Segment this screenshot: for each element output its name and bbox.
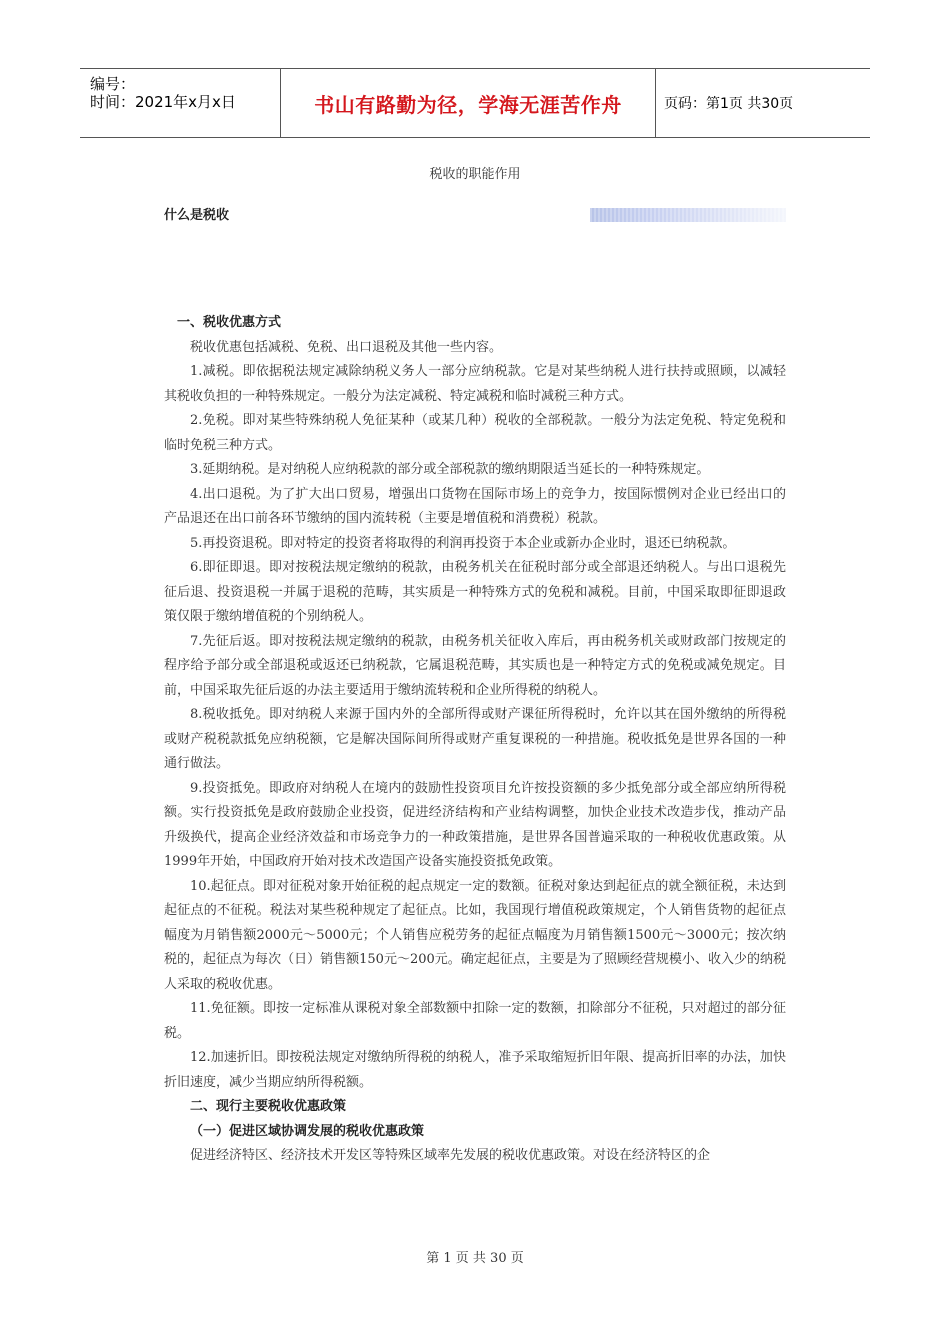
document-header bbox=[80, 68, 870, 138]
body-paragraph: 10.起征点。即对征税对象开始征税的起点规定一定的数额。征税对象达到起征点的就全额征税，未达到起征点的不征税。税法对某些税种规定了起征点。比如，我国现行增值税政策规定，个人销售货物的起征点幅度为月销售额2000元～5000元；个人销售应税劳务的起征点幅度为月销售额1500元～3000元；按次纳税的，起征点为每次（日）销售额150元～200元。确定起征点，主要是为了照顾经营规模小、收入少的纳税人采取的税收优惠。 bbox=[164, 878, 786, 992]
document-body bbox=[164, 311, 786, 1169]
header-motto-cell bbox=[281, 69, 656, 137]
body-paragraph: 6.即征即退。即对按税法规定缴纳的税款，由税务机关在征税时部分或全部退还纳税人。与出口退税先征后退、投资退税一并属于退税的范畴，其实质是一种特殊方式的免税和减税。目前，中国采取即征即退政策仅限于缴纳增值税的个别纳税人。 bbox=[164, 560, 786, 624]
body-paragraph: 4.出口退税。为了扩大出口贸易，增强出口货物在国际市场上的竞争力，按国际惯例对企业已经出口的产品退还在出口前各环节缴纳的国内流转税（主要是增值税和消费税）税款。 bbox=[164, 486, 786, 526]
section-heading: 二、现行主要税收优惠政策 bbox=[190, 1099, 347, 1114]
page-code: 页码：第1页 共30页 bbox=[664, 96, 794, 112]
section-heading: 一、税收优惠方式 bbox=[177, 315, 282, 330]
header-info-cell bbox=[80, 69, 281, 137]
document-subtitle: 什么是税收 bbox=[164, 208, 230, 223]
body-paragraph: 3.延期纳税。是对纳税人应纳税款的部分或全部税款的缴纳期限适当延长的一种特殊规定。 bbox=[190, 462, 710, 477]
body-paragraph: 2.免税。即对某些特殊纳税人免征某种（或某几种）税收的全部税款。一般分为法定免税、特定免税和临时免税三种方式。 bbox=[164, 413, 786, 453]
body-paragraph: 8.税收抵免。即对纳税人来源于国内外的全部所得或财产课征所得税时，允许以其在国外缴纳的所得税或财产税税款抵免应纳税额，它是解决国际间所得或财产重复课税的一种措施。税收抵免是世界各国的一种通行做法。 bbox=[164, 707, 786, 771]
body-paragraph: 11.免征额。即按一定标准从课税对象全部数额中扣除一定的数额，扣除部分不征税，只对超过的部分征税。 bbox=[164, 1001, 786, 1041]
body-paragraph: 5.再投资退税。即对特定的投资者将取得的利润再投资于本企业或新办企业时，退还已纳税款。 bbox=[190, 535, 736, 551]
time-label: 时间：2021年x月x日 bbox=[90, 93, 236, 111]
body-paragraph: 12.加速折旧。即按税法规定对缴纳所得税的纳税人，准予采取缩短折旧年限、提高折旧率的办法，加快折旧速度，减少当期应纳所得税额。 bbox=[164, 1050, 786, 1090]
motto-text: 书山有路勤为径，学海无涯苦作舟 bbox=[314, 92, 622, 117]
decorative-gradient-band bbox=[590, 208, 786, 222]
page-footer: 第 1 页 共 30 页 bbox=[426, 1251, 524, 1266]
body-paragraph: 7.先征后返。即对按税法规定缴纳的税款，由税务机关征收入库后，再由税务机关或财政部门按规定的程序给予部分或全部退税或返还已纳税款，它属退税范畴，其实质也是一种特定方式的免税或减免规定。目前，中国采取先征后返的办法主要适用于缴纳流转税和企业所得税的纳税人。 bbox=[164, 633, 786, 698]
section-heading: （一）促进区域协调发展的税收优惠政策 bbox=[190, 1123, 425, 1139]
document-title: 税收的职能作用 bbox=[429, 167, 521, 182]
header-page-cell bbox=[656, 69, 870, 137]
body-paragraph: 1.减税。即依据税法规定减除纳税义务人一部分应纳税款。它是对某些纳税人进行扶持或照顾，以减轻其税收负担的一种特殊规定。一般分为法定减税、特定减税和临时减税三种方式。 bbox=[164, 364, 786, 404]
number-label: 编号： bbox=[90, 75, 136, 93]
body-paragraph: 促进经济特区、经济技术开发区等特殊区域率先发展的税收优惠政策。对设在经济特区的企 bbox=[190, 1148, 711, 1163]
body-paragraph: 9.投资抵免。即政府对纳税人在境内的鼓励性投资项目允许按投资额的多少抵免部分或全部应纳所得税额。实行投资抵免是政府鼓励企业投资，促进经济结构和产业结构调整，加快企业技术改造步伐，推动产品升级换代，提高企业经济效益和市场竞争力的一种政策措施，是世界各国普遍采取的一种税收优惠政策。从1999年开始，中国政府开始对技术改造国产设备实施投资抵免政策。 bbox=[164, 780, 786, 869]
body-paragraph: 税收优惠包括减税、免税、出口退税及其他一些内容。 bbox=[190, 339, 503, 355]
